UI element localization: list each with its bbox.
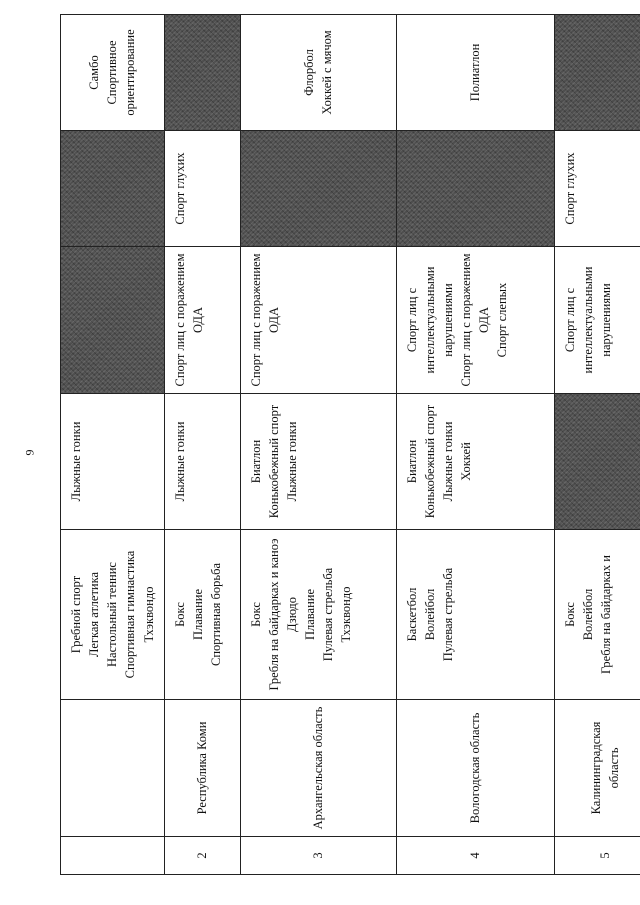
sport-item: Спортивная гимнастика [123,550,138,679]
sport-item: Легкая атлетика [87,571,102,658]
sport-item: Бокс [562,602,577,627]
region-name: Калининградская область [589,721,622,815]
sport-item: Баскетбол [404,587,419,642]
row-number: 5 [554,837,640,875]
sport-item: Хоккей с мячом [320,30,335,115]
winter-sports-cell [61,394,165,530]
sport-item: Спорт лиц с интеллектуальными нарушениями [562,266,613,374]
table-row [554,15,640,875]
non-olympic-sports-cell [396,15,554,131]
region-name: Вологодская область [468,712,483,824]
table-row [164,15,240,875]
region-cell [164,700,240,837]
winter-sports-cell [164,394,240,530]
region-cell [396,700,554,837]
shaded-cell [164,15,240,131]
sport-item: Спорт лиц с поражением ОДА [172,253,205,387]
sport-item: Пулевая стрельба [440,567,455,662]
winter-sports-cell [396,394,554,530]
sport-item: Спорт глухих [562,152,577,225]
sport-item: Спорт лиц с поражением ОДА [459,253,492,387]
sport-item: Дзюдо [284,596,299,633]
shaded-cell [240,131,396,247]
deaf-sports-cell [164,131,240,247]
row-number [61,837,165,875]
rotated-document [60,15,620,875]
sport-item: Флорбол [302,49,316,96]
table-row [61,15,165,875]
region-name: Архангельская область [311,706,326,830]
sport-item: Биатлон [404,439,419,484]
sport-item: Плавание [303,588,317,641]
olympic-sports-cell [554,530,640,700]
sport-item: Спортивная борьба [208,563,223,666]
sport-item: Гребля на байдарках и каноэ [266,538,281,691]
non-olympic-sports-cell [61,15,165,131]
region-cell [61,700,165,837]
olympic-sports-cell [61,530,165,700]
sport-item: Плавание [190,588,205,641]
paralympic-sports-cell [164,247,240,394]
sport-item: Спорт глухих [172,152,187,225]
row-number: 2 [164,837,240,875]
regions-sports-table [60,14,640,875]
shaded-cell [554,15,640,131]
paralympic-sports-cell [554,247,640,394]
region-name: Республика Коми [195,721,210,815]
sport-item: Хоккей [459,442,473,481]
sport-item: Лыжные гонки [440,421,455,502]
sport-item: Биатлон [248,439,263,484]
sport-item: Настольный теннис [105,562,120,667]
region-cell [554,700,640,837]
olympic-sports-cell [240,530,396,700]
table-row [240,15,396,875]
shaded-cell [396,131,554,247]
shaded-cell [61,131,165,247]
sport-item: Тхэквондо [339,586,354,643]
sport-item: Спортивное ориентирование [105,29,138,116]
winter-sports-cell [240,394,396,530]
sport-item: Спорт лиц с поражением ОДА [248,253,281,387]
sport-item: Спорт слепых [495,282,510,358]
sport-item: Конькобежный спорт [266,404,281,519]
deaf-sports-cell [554,131,640,247]
sport-item: Волейбол [580,588,595,641]
page-number: 9 [22,449,37,456]
shaded-cell [61,247,165,394]
sport-item: Конькобежный спорт [422,404,437,519]
sport-item: Лыжные гонки [172,421,187,502]
sport-item: Гребной спорт [69,575,83,654]
row-number: 3 [240,837,396,875]
region-cell [240,700,396,837]
paralympic-sports-cell [240,247,396,394]
sport-item: Лыжные гонки [284,421,299,502]
sport-item: Тхэквондо [141,586,156,643]
shaded-cell [554,394,640,530]
sport-item: Бокс [248,602,263,627]
sport-item: Волейбол [422,588,437,641]
sport-item: Гребля на байдарках и [598,555,613,675]
olympic-sports-cell [164,530,240,700]
table-row [396,15,554,875]
sport-item: Спорт лиц с интеллектуальными нарушениями [404,266,455,374]
paralympic-sports-cell [396,247,554,394]
sport-item: Пулевая стрельба [321,567,336,662]
non-olympic-sports-cell [240,15,396,131]
sport-item: Лыжные гонки [69,421,83,502]
row-number: 4 [396,837,554,875]
sport-item: Самбо [87,55,102,90]
sport-item: Бокс [172,602,187,627]
sport-item: Полиатлон [468,43,483,102]
olympic-sports-cell [396,530,554,700]
